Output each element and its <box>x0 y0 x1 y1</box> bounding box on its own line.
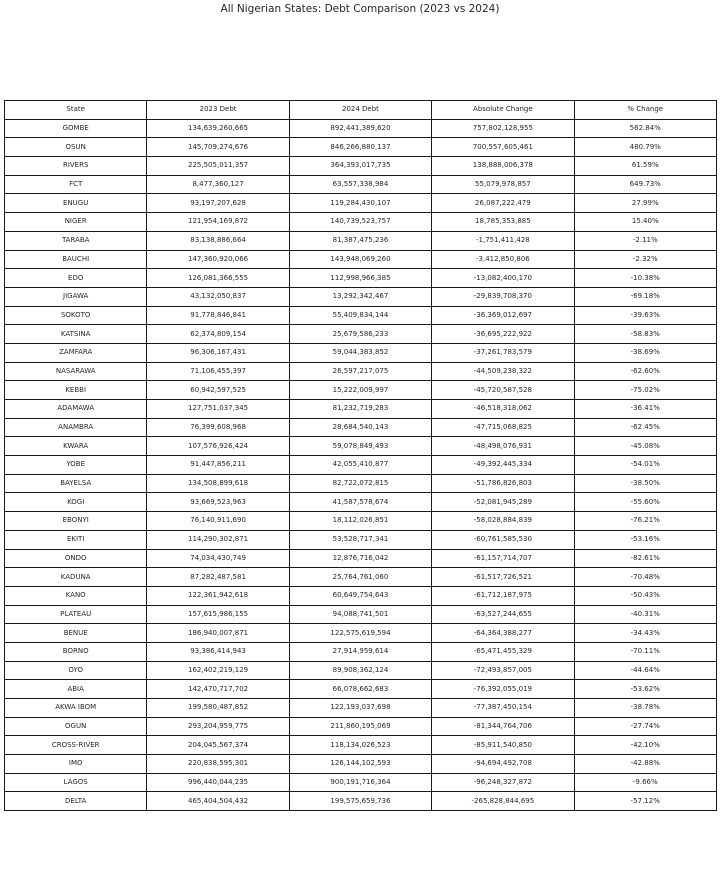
table-cell: 89,908,362,124 <box>289 661 431 680</box>
table-cell: -36,695,222,922 <box>432 325 574 344</box>
table-row <box>5 755 717 774</box>
table-cell: KADUNA <box>5 568 147 587</box>
table-cell: -77,387,450,154 <box>432 699 574 718</box>
table-cell: -61,712,187,975 <box>432 586 574 605</box>
table-cell: -70.11% <box>574 642 716 661</box>
table-cell: KOGI <box>5 493 147 512</box>
table-cell: -42.88% <box>574 755 716 774</box>
table-cell: -85,911,540,850 <box>432 736 574 755</box>
table-cell: -57.12% <box>574 792 716 811</box>
table-cell: KANO <box>5 586 147 605</box>
table-cell: 107,576,926,424 <box>147 437 289 456</box>
table-cell: 157,615,986,155 <box>147 605 289 624</box>
table-cell: 26,087,222,479 <box>432 194 574 213</box>
table-row <box>5 680 717 699</box>
table-cell: 42,055,410,877 <box>289 456 431 475</box>
table-row <box>5 325 717 344</box>
table-cell: 15.40% <box>574 213 716 232</box>
table-cell: ONDO <box>5 549 147 568</box>
table-cell: 119,284,430,107 <box>289 194 431 213</box>
table-cell: 122,575,619,594 <box>289 624 431 643</box>
table-cell: LAGOS <box>5 773 147 792</box>
table-body <box>5 119 717 810</box>
table-cell: -70.48% <box>574 568 716 587</box>
table-cell: -3,412,850,806 <box>432 250 574 269</box>
table-header-row <box>5 101 717 120</box>
table-cell: 996,440,044,235 <box>147 773 289 792</box>
table-cell: 82,722,072,815 <box>289 474 431 493</box>
table-cell: 83,138,886,664 <box>147 231 289 250</box>
table-cell: 60,942,597,525 <box>147 381 289 400</box>
table-cell: 211,860,195,069 <box>289 717 431 736</box>
table-cell: 138,888,006,378 <box>432 157 574 176</box>
table-cell: 480.79% <box>574 138 716 157</box>
table-cell: -47,715,068,825 <box>432 418 574 437</box>
table-cell: 15,222,009,997 <box>289 381 431 400</box>
table-row <box>5 343 717 362</box>
table-cell: PLATEAU <box>5 605 147 624</box>
table-cell: -76.21% <box>574 512 716 531</box>
table-row <box>5 362 717 381</box>
table-cell: 60,649,754,643 <box>289 586 431 605</box>
table-cell: -38.50% <box>574 474 716 493</box>
table-cell: EDO <box>5 269 147 288</box>
table-cell: 142,470,717,702 <box>147 680 289 699</box>
table-cell: -62.45% <box>574 418 716 437</box>
table-cell: 147,360,920,066 <box>147 250 289 269</box>
table-cell: 220,838,595,301 <box>147 755 289 774</box>
table-cell: 199,575,659,736 <box>289 792 431 811</box>
column-header: % Change <box>574 101 716 120</box>
table-cell: 81,232,719,283 <box>289 400 431 419</box>
table-row <box>5 157 717 176</box>
table-cell: KATSINA <box>5 325 147 344</box>
table-cell: -265,828,844,695 <box>432 792 574 811</box>
table-cell: -76,392,055,019 <box>432 680 574 699</box>
table-cell: KWARA <box>5 437 147 456</box>
table-cell: 71,106,455,397 <box>147 362 289 381</box>
table-cell: 12,876,716,042 <box>289 549 431 568</box>
table-cell: 93,386,414,943 <box>147 642 289 661</box>
table-cell: 649.73% <box>574 175 716 194</box>
table-cell: 93,669,523,963 <box>147 493 289 512</box>
table-cell: -1,751,411,428 <box>432 231 574 250</box>
column-header: Absolute Change <box>432 101 574 120</box>
table-row <box>5 250 717 269</box>
table-cell: 55,079,978,857 <box>432 175 574 194</box>
table-cell: -44.64% <box>574 661 716 680</box>
table-row <box>5 306 717 325</box>
table-cell: 127,751,037,345 <box>147 400 289 419</box>
table-cell: NASARAWA <box>5 362 147 381</box>
table-cell: 126,144,102,593 <box>289 755 431 774</box>
table-cell: 76,140,911,690 <box>147 512 289 531</box>
table-cell: 465,404,504,432 <box>147 792 289 811</box>
table-cell: 143,948,069,260 <box>289 250 431 269</box>
table-cell: 96,306,167,431 <box>147 343 289 362</box>
table-cell: -60,761,585,530 <box>432 530 574 549</box>
column-header: State <box>5 101 147 120</box>
table-cell: 112,998,966,385 <box>289 269 431 288</box>
table-row <box>5 549 717 568</box>
table-cell: 121,954,169,872 <box>147 213 289 232</box>
table-cell: -9.66% <box>574 773 716 792</box>
table-cell: -51,786,826,803 <box>432 474 574 493</box>
debt-table <box>4 100 717 811</box>
table-cell: 63,557,338,984 <box>289 175 431 194</box>
table-cell: 61.59% <box>574 157 716 176</box>
table-cell: 13,292,342,467 <box>289 287 431 306</box>
table-cell: 27.99% <box>574 194 716 213</box>
table-cell: -48,498,076,931 <box>432 437 574 456</box>
table-cell: 162,402,219,129 <box>147 661 289 680</box>
table-cell: -72,493,857,005 <box>432 661 574 680</box>
table-cell: 62,374,809,154 <box>147 325 289 344</box>
table-cell: -82.61% <box>574 549 716 568</box>
table-cell: -55.60% <box>574 493 716 512</box>
table-cell: -61,517,726,521 <box>432 568 574 587</box>
table-cell: -49,392,445,334 <box>432 456 574 475</box>
table-cell: -50.43% <box>574 586 716 605</box>
table-row <box>5 736 717 755</box>
table-cell: GOMBE <box>5 119 147 138</box>
table-row <box>5 175 717 194</box>
table-cell: -64,364,388,277 <box>432 624 574 643</box>
table-cell: -42.10% <box>574 736 716 755</box>
table-cell: 59,078,849,493 <box>289 437 431 456</box>
chart-title: All Nigerian States: Debt Comparison (2023 vs 2024) <box>220 3 500 15</box>
table-cell: 55,409,834,144 <box>289 306 431 325</box>
table-cell: 140,739,523,757 <box>289 213 431 232</box>
table-cell: -69.18% <box>574 287 716 306</box>
table-cell: 122,193,037,698 <box>289 699 431 718</box>
table-cell: FCT <box>5 175 147 194</box>
table-row <box>5 194 717 213</box>
table-cell: BAUCHI <box>5 250 147 269</box>
table-cell: 18,785,353,885 <box>432 213 574 232</box>
table-cell: 87,282,487,581 <box>147 568 289 587</box>
table-cell: -94,694,492,708 <box>432 755 574 774</box>
table-cell: 204,045,567,374 <box>147 736 289 755</box>
table-cell: 134,639,260,665 <box>147 119 289 138</box>
table-cell: 59,044,383,852 <box>289 343 431 362</box>
table-row <box>5 773 717 792</box>
table-cell: 91,778,846,841 <box>147 306 289 325</box>
table-row <box>5 287 717 306</box>
table-cell: 900,191,716,364 <box>289 773 431 792</box>
table-cell: BORNO <box>5 642 147 661</box>
table-cell: 122,361,942,618 <box>147 586 289 605</box>
table-cell: -38.69% <box>574 343 716 362</box>
table-cell: EKITI <box>5 530 147 549</box>
table-row <box>5 699 717 718</box>
table-cell: -62.60% <box>574 362 716 381</box>
table-cell: -53.62% <box>574 680 716 699</box>
table-cell: ENUGU <box>5 194 147 213</box>
table-row <box>5 512 717 531</box>
table-row <box>5 530 717 549</box>
table-cell: NIGER <box>5 213 147 232</box>
table-row <box>5 586 717 605</box>
table-cell: ZAMFARA <box>5 343 147 362</box>
table-row <box>5 456 717 475</box>
table-row <box>5 269 717 288</box>
table-cell: OGUN <box>5 717 147 736</box>
table-cell: 28,684,540,143 <box>289 418 431 437</box>
table-row <box>5 624 717 643</box>
table-cell: -29,839,708,370 <box>432 287 574 306</box>
table-cell: 225,505,011,357 <box>147 157 289 176</box>
column-header: 2023 Debt <box>147 101 289 120</box>
table-row <box>5 642 717 661</box>
table-cell: -54.01% <box>574 456 716 475</box>
table-row <box>5 605 717 624</box>
table-cell: 892,441,389,620 <box>289 119 431 138</box>
table-row <box>5 717 717 736</box>
table-cell: 81,387,475,236 <box>289 231 431 250</box>
table-cell: -34.43% <box>574 624 716 643</box>
table-cell: -58,028,884,839 <box>432 512 574 531</box>
table-cell: 76,399,608,968 <box>147 418 289 437</box>
table-cell: 846,266,880,137 <box>289 138 431 157</box>
table-row <box>5 661 717 680</box>
table-cell: -61,157,714,707 <box>432 549 574 568</box>
table-cell: ADAMAWA <box>5 400 147 419</box>
table-row <box>5 568 717 587</box>
table-cell: SOKOTO <box>5 306 147 325</box>
table-row <box>5 418 717 437</box>
table-cell: -38.78% <box>574 699 716 718</box>
table-cell: -46,518,318,062 <box>432 400 574 419</box>
table-cell: -81,344,764,706 <box>432 717 574 736</box>
table-cell: OYO <box>5 661 147 680</box>
table-cell: TARABA <box>5 231 147 250</box>
table-cell: -2.11% <box>574 231 716 250</box>
table-cell: DELTA <box>5 792 147 811</box>
table-cell: CROSS-RIVER <box>5 736 147 755</box>
table-cell: -27.74% <box>574 717 716 736</box>
table-cell: 74,034,430,749 <box>147 549 289 568</box>
table-row <box>5 474 717 493</box>
table-cell: 43,132,050,837 <box>147 287 289 306</box>
table-cell: 53,528,717,341 <box>289 530 431 549</box>
table-cell: AKWA IBOM <box>5 699 147 718</box>
table-cell: -40.31% <box>574 605 716 624</box>
table-cell: 118,134,026,523 <box>289 736 431 755</box>
table-row <box>5 437 717 456</box>
table-cell: IMO <box>5 755 147 774</box>
table-cell: KEBBI <box>5 381 147 400</box>
table-cell: -52,081,945,289 <box>432 493 574 512</box>
table-cell: -13,082,400,170 <box>432 269 574 288</box>
table-cell: -65,471,455,329 <box>432 642 574 661</box>
table-cell: -63,527,244,655 <box>432 605 574 624</box>
table-cell: 94,088,741,501 <box>289 605 431 624</box>
table-cell: 41,587,578,674 <box>289 493 431 512</box>
table-cell: 66,078,662,683 <box>289 680 431 699</box>
table-cell: 700,557,605,461 <box>432 138 574 157</box>
table-cell: 18,112,026,851 <box>289 512 431 531</box>
table-cell: 562.84% <box>574 119 716 138</box>
table-cell: 25,679,586,233 <box>289 325 431 344</box>
table-cell: BAYELSA <box>5 474 147 493</box>
table-cell: -36,369,012,697 <box>432 306 574 325</box>
table-cell: YOBE <box>5 456 147 475</box>
table-cell: -39.63% <box>574 306 716 325</box>
table-cell: ANAMBRA <box>5 418 147 437</box>
table-cell: 199,580,487,852 <box>147 699 289 718</box>
table-cell: 126,081,366,555 <box>147 269 289 288</box>
table-cell: -45.08% <box>574 437 716 456</box>
table-cell: -44,509,238,322 <box>432 362 574 381</box>
column-header: 2024 Debt <box>289 101 431 120</box>
table-cell: OSUN <box>5 138 147 157</box>
table-row <box>5 381 717 400</box>
table-cell: 26,597,217,075 <box>289 362 431 381</box>
table-row <box>5 493 717 512</box>
table-cell: EBONYI <box>5 512 147 531</box>
table-cell: 27,914,959,614 <box>289 642 431 661</box>
table-cell: 134,508,899,618 <box>147 474 289 493</box>
table-cell: ABIA <box>5 680 147 699</box>
table-cell: -2.32% <box>574 250 716 269</box>
table-row <box>5 231 717 250</box>
table-cell: 8,477,360,127 <box>147 175 289 194</box>
table-row <box>5 792 717 811</box>
table-cell: 186,940,007,871 <box>147 624 289 643</box>
table-cell: BENUE <box>5 624 147 643</box>
table-cell: 114,290,302,871 <box>147 530 289 549</box>
table-row <box>5 400 717 419</box>
table-row <box>5 138 717 157</box>
table-cell: -10.38% <box>574 269 716 288</box>
table-cell: 364,393,017,735 <box>289 157 431 176</box>
table-cell: JIGAWA <box>5 287 147 306</box>
table-cell: RIVERS <box>5 157 147 176</box>
table-row <box>5 119 717 138</box>
table-cell: -36.41% <box>574 400 716 419</box>
table-cell: 293,204,959,775 <box>147 717 289 736</box>
table-cell: 93,197,207,628 <box>147 194 289 213</box>
table-cell: -96,248,327,872 <box>432 773 574 792</box>
table-cell: -53.16% <box>574 530 716 549</box>
table-cell: -75.02% <box>574 381 716 400</box>
table-cell: -58.83% <box>574 325 716 344</box>
table-cell: -45,720,587,528 <box>432 381 574 400</box>
table-cell: 91,447,856,211 <box>147 456 289 475</box>
table-cell: 757,802,128,955 <box>432 119 574 138</box>
table-cell: 145,709,274,676 <box>147 138 289 157</box>
table-row <box>5 213 717 232</box>
table-cell: -37,261,783,579 <box>432 343 574 362</box>
table-cell: 25,764,761,060 <box>289 568 431 587</box>
